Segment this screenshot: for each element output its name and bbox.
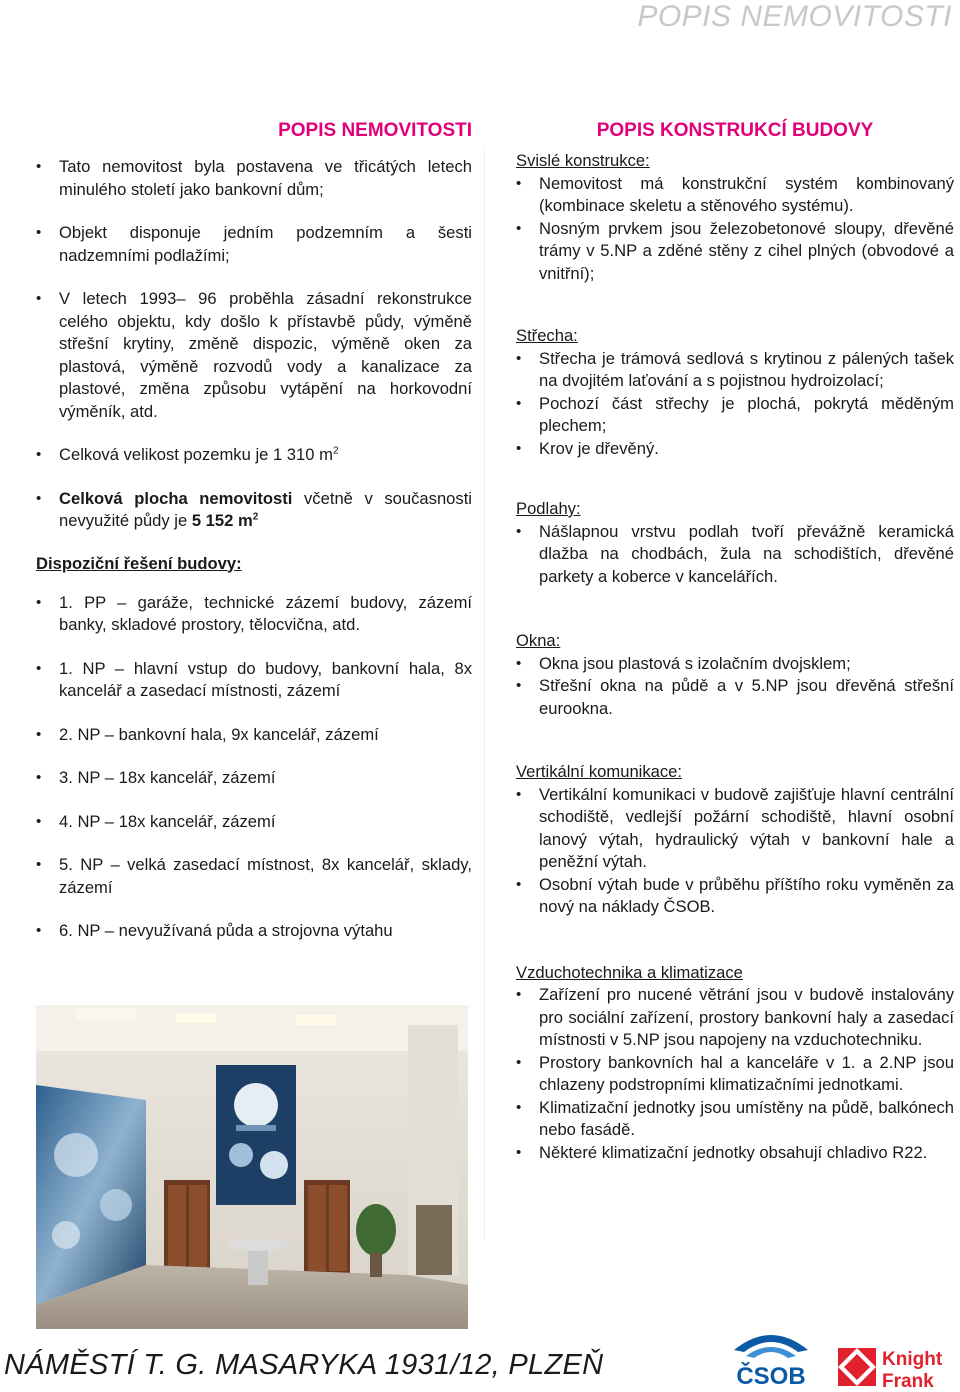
floor-item: • 6. NP – nevyužívaná půda a strojovna výtahu — [36, 920, 472, 943]
list-item: • Nemovitost má konstrukční systém kombinovaný (kombinace skeletu a stěnového systému). — [516, 173, 954, 218]
section-windows — [516, 630, 954, 720]
kf-logo-line2: Frank — [882, 1371, 934, 1390]
list-item: • Okna jsou plastová s izolačním dvojsklem; — [516, 653, 954, 676]
property-description-title: POPIS NEMOVITOSTI — [278, 120, 472, 141]
section-heading: Střecha: — [516, 326, 578, 345]
section-heading: Vzduchotechnika a klimatizace — [516, 962, 743, 982]
floor-item: • 2. NP – bankovní hala, 9x kancelář, zázemí — [36, 724, 472, 747]
floor-item: • 5. NP – velká zasedací místnost, 8x kancelář, sklady, zázemí — [36, 854, 472, 899]
property-facts-list — [36, 156, 472, 533]
section-list — [516, 173, 954, 286]
land-area-text: Celková velikost pozemku je 1 310 m — [59, 445, 333, 464]
floor-area-value: 5 152 m — [191, 511, 253, 530]
list-item: • Střešní okna na půdě a v 5.NP jsou dřevěná střešní eurookna. — [516, 675, 954, 720]
disposition-heading: Dispoziční řešení budovy: — [36, 553, 242, 573]
list-item: • Osobní výtah bude v průběhu příštího roku vyměněn za nový na náklady ČSOB. — [516, 874, 954, 919]
section-list — [516, 653, 954, 721]
section-heading: Vertikální komunikace: — [516, 762, 683, 781]
section-list — [516, 348, 954, 461]
column-divider — [484, 150, 485, 1240]
header-title: POPIS NEMOVITOSTI — [637, 0, 952, 33]
list-item: • Nášlapnou vrstvu podlah tvoří převážně keramická dlažba na chodbách, žula na schodištích, dřevěné parkety a koberce v kancelářích. — [516, 521, 954, 589]
list-item: • Vertikální komunikaci v budově zajišťuje hlavní centrální schodiště, vedlejší požární schodiště, hlavní osobní lanový výtah, hydraulický výtah v bankovní hale a peněžní výtah. — [516, 784, 954, 874]
list-item: • Prostory bankovních hal a kanceláře v 1. a 2.NP jsou chlazeny podstropními klimatizačními jednotkami. — [516, 1052, 954, 1097]
section-heading: Okna: — [516, 631, 561, 650]
section-floors — [516, 498, 954, 588]
kf-logo-line1: Knight — [882, 1349, 943, 1370]
floor-item: • 3. NP – 18x kancelář, zázemí — [36, 767, 472, 790]
floor-area-text: včetně v současnosti nevyužité půdy je — [59, 488, 472, 530]
floor-item: • 4. NP – 18x kancelář, zázemí — [36, 811, 472, 834]
list-item: • V letech 1993– 96 proběhla zásadní rekonstrukce celého objektu, kdy došlo k přístavbě půdy, výměně střešní krytiny, změně dispozic, výměně oken za plastová, výměně rozvodů vody a kanalizace za plastové, změna způsobu vytápění na horkovodní výměník, atd. — [36, 288, 472, 423]
list-item: • Klimatizační jednotky jsou umístěny na půdě, balkónech nebo fasádě. — [516, 1097, 954, 1142]
csob-logo — [728, 1326, 814, 1388]
knight-frank-logo — [838, 1346, 954, 1390]
csob-logo-text: ČSOB — [736, 1363, 806, 1388]
floor-item: • 1. PP – garáže, technické zázemí budovy, zázemí banky, skladové prostory, tělocvična, atd. — [36, 592, 472, 637]
section-roof — [516, 325, 954, 460]
floor-list — [36, 592, 472, 943]
section-list — [516, 784, 954, 919]
list-item: • Zařízení pro nucené větrání jsou v budově instalovány pro sociální zařízení, prostory bankovní haly a zasedací místnosti v 5.NP jsou napojeny na vzduchotechniku. — [516, 984, 954, 1052]
list-item: • Střecha je trámová sedlová s krytinou z pálených tašek na dvojitém laťování a s pojistnou hydroizolací; — [516, 348, 954, 393]
floor-area-item — [36, 488, 472, 533]
list-item: • Pochozí část střechy je plochá, pokrytá měděným plechem; — [516, 393, 954, 438]
section-vertical-communication — [516, 761, 954, 919]
section-heading: Podlahy: — [516, 499, 581, 518]
list-item: • Objekt disponuje jedním podzemním a šesti nadzemními podlažími; — [36, 222, 472, 267]
construction-title: POPIS KONSTRUKCÍ BUDOVY — [596, 120, 874, 141]
floor-item: • 1. NP – hlavní vstup do budovy, bankovní hala, 8x kancelář a zasedací místnosti, zázemí — [36, 658, 472, 703]
list-item: • Tato nemovitost byla postavena ve třicátých letech minulého století jako bankovní dům; — [36, 156, 472, 201]
section-list — [516, 984, 954, 1164]
list-item: • Nosným prvkem jsou železobetonové sloupy, dřevěné trámy v 5.NP a zděné stěny z cihel plných (obvodové a vnitřní); — [516, 218, 954, 286]
floor-area-label: Celková plocha nemovitosti — [59, 488, 293, 508]
interior-photo — [36, 1005, 468, 1329]
footer-address: NÁMĚSTÍ T. G. MASARYKA 1931/12, PLZEŇ — [4, 1349, 604, 1381]
section-vertical-structures — [516, 150, 954, 285]
list-item: • Některé klimatizační jednotky obsahují chladivo R22. — [516, 1142, 954, 1165]
section-heading: Svislé konstrukce: — [516, 151, 650, 170]
interior-photo-illustration — [36, 1005, 468, 1329]
land-area-sup: 2 — [332, 445, 339, 457]
section-hvac — [516, 962, 954, 1165]
construction-description-column — [516, 120, 954, 1164]
floor-area-sup: 2 — [252, 511, 259, 523]
property-description-column — [36, 120, 472, 964]
section-list — [516, 521, 954, 589]
list-item: • Krov je dřevěný. — [516, 438, 954, 461]
land-area-item — [36, 444, 472, 467]
